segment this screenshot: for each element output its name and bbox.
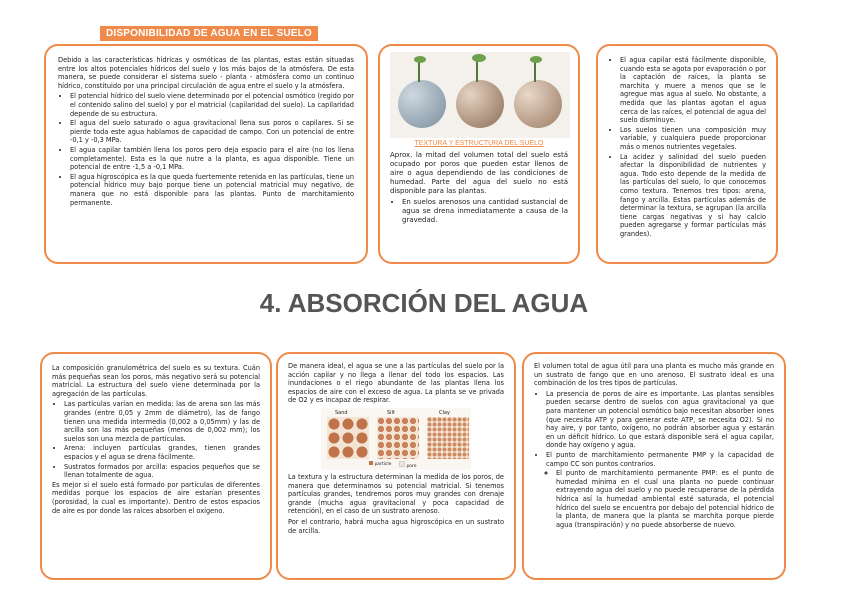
card6-list [534, 390, 774, 468]
clay-pattern [427, 417, 469, 459]
figure-label-clay: Clay [439, 409, 450, 416]
list-item: • Arena: incluyen partículas grandes, tienen grandes espacios y el agua se drena fácilmente. [64, 444, 260, 461]
page-title: 4. ABSORCIÓN DEL AGUA [259, 288, 589, 318]
list-item: • La presencia de poros de aire es importante. Las plantas sensibles pueden secarse dentro de suelos con agua gravitacional ya que para mantener un potencial osmótico bajo necesitan absorber iones (que necesita ATP y para generar este ATP, se necesita O2). Si no hay aire, y por tanto, oxígeno, no podrán absorber agua y estarán en un déficit hídrico. Lo que estará disponible será el agua capilar, donde hay oxígeno y agua. [546, 390, 774, 450]
card5-text2: La textura y la estructura determinan la medida de los poros, de manera que determinamos su potencial matricial. Si tenemos partículas grandes, tendremos poros muy grandes con drenaje grande (mucha agua gravitacional y poca capacidad de retención), en el caso de un sustrato arenoso. [288, 472, 504, 516]
legend-particle: particle [369, 461, 391, 470]
card5-text3: Por el contrario, habrá mucha agua higroscópica en un sustrato de arcilla. [288, 517, 504, 535]
soil-texture-figure [321, 408, 471, 470]
list-item: • El agua capilar está fácilmente disponible, cuando esta se agota por evaporación o por la captación de raíces, la planta se marchita y muere a menos que se le agregue mas agua al suelo. No obstante, a medida que las plantas agotan el agua cerca de las raíces, el potencial de agua del suelo disminuye. [620, 56, 766, 125]
silt-pattern [377, 417, 419, 459]
card4-outro: Es mejor si el suelo está formado por partículas de diferentes medidas porque los espacios de aire estarían presentes (porosidad, la cual es importante). Dentro de estos espacios de aire es por donde las raíces absorben el oxígeno. [52, 480, 260, 515]
leaf-icon [530, 56, 542, 63]
soil-sample-loam [456, 80, 504, 128]
soil-sample-clay [514, 80, 562, 128]
figure-label-sand: Sand [335, 409, 348, 416]
soil-sample-sand [398, 80, 446, 128]
list-item: • Los suelos tienen una composición muy variable, y cualquiera puede proporcionar más o menos nutrientes vegetales. [620, 126, 766, 152]
card4-intro: La composición granulométrica del suelo es su textura. Cuán más pequeñas sean los poros, más negativo será su potencial matricial. La estructura del suelo viene determinada por la agregación de las partículas. [52, 364, 260, 398]
card3-list [608, 56, 766, 238]
card-soil-texture [378, 44, 580, 264]
list-item: • El punto de marchitamiento permanente PMP y la capacidad de campo CC son puntos contrarios. [546, 451, 774, 468]
card4-list [52, 400, 260, 479]
card2-text: Aprox. la mitad del volumen total del suelo está ocupado por poros que pueden estar llenos de aire o agua dependiendo de las condiciones de humedad. Parte del agua del suelo no está disponible para las plantas. [390, 150, 568, 195]
list-item: • Las partículas varían en medida: las de arena son las más grandes (entre 0,05 y 2mm de diámetro), las de fango tienen una medida intermedia (0,002 a 0,05mm) y las de arcilla son las más pequeñas (menos de 0,002 mm); los suelos son una mezcla de partículas. [64, 400, 260, 443]
card-granulometry [40, 352, 272, 580]
list-item: • Sustratos formados por arcilla: espacios pequeños que se llenan totalmente de agua. [64, 463, 260, 480]
list-item: • En suelos arenosos una cantidad sustancial de agua se drena inmediatamente a causa de la gravedad. [402, 198, 568, 225]
list-item: • La acidez y salinidad del suelo pueden afectar la disponibilidad de nutrientes y agua. Todo esto depende de la medida de las partículas del suelo, lo que conocemos como textura. Tenemos tres tipos: arena, fango y arcilla. Estas partículas además de determinar la textura, se agrupan (la arcilla tiene cargas negativas y si hay calcio pueden agregarse y formar partículas más grandes). [620, 153, 766, 239]
card1-intro: Debido a las características hídricas y osmóticas de las plantas, estas están situadas entre los altos potenciales hídricos del suelo y los más bajos de la atmósfera. De esta manera, se puede considerar el sistema suelo - planta - atmósfera como un continuo hídrico, constituido por una principal circulación de agua entre el suelo y la atmósfera. [58, 56, 354, 90]
leaf-icon [414, 56, 426, 63]
sand-pattern [327, 417, 369, 459]
list-item: ◦ El punto de marchitamiento permanente PMP: es el punto de humedad mínima en el cual una planta no puede continuar extrayendo agua del suelo y no puede recuperarse de la pérdida hídrica así la humedad ambiental esté saturada, el potencial hídrico del suelo se encuentra por debajo del potencial hídrico de la planta, de manera que la planta se marchita porque pierde agua (transpiración) y no puede absorberse de nuevo. [556, 469, 774, 529]
card-water-availability [44, 44, 368, 264]
soil-plants-image [390, 52, 570, 138]
card2-subtitle: TEXTURA Y ESTRUCTURA DEL SUELO [414, 140, 544, 147]
legend-pore: pore [399, 461, 417, 472]
card-capillary-water [596, 44, 778, 264]
list-item: • El potencial hídrico del suelo viene determinado por el potencial osmótico (regido por el contenido salino del suelo) y por el matricial (capilaridad del suelo). La capilaridad depende de su estructura. [70, 92, 354, 118]
card1-list [58, 92, 354, 207]
card2-list [390, 198, 568, 225]
card6-sublist [534, 469, 774, 529]
list-item: • El agua del suelo saturado o agua gravitacional llena sus poros o capilares. Si se pierde toda este agua hablamos de capacidad de campo. Con un potencial de entre -0,1 y -0,3 MPa. [70, 119, 354, 145]
list-item: • El agua higroscópica es la que queda fuertemente retenida en las partículas, tiene un potencial hídrico muy bajo porque tiene un potencial matricial muy negativo, de manera que no está disponible para las plantas. Punto de marchitamiento permanente. [70, 173, 354, 207]
list-item: • El agua capilar también llena los poros pero deja espacio para el aire (no los llena completamente). Esta es la que nutre a la planta, es agua disponible. Tiene un potencial de entre -1,5 a -0,1 MPa. [70, 146, 354, 172]
leaf-icon [472, 54, 486, 62]
card-pores [276, 352, 516, 580]
card5-text1: De manera ideal, el agua se une a las partículas del suelo por la acción capilar y no llega a llenar del todo los espacios. Las inundaciones o el riego abundante de las plantas llena los espacios de aire con el exceso de agua. La planta se ve privada de O2 y es incapaz de respirar. [288, 362, 504, 405]
card6-intro: El volumen total de agua útil para una planta es mucho más grande en un sustrato de fango que en uno arenoso. El sustrato ideal es una combinación de los tres tipos de partículas. [534, 362, 774, 388]
figure-label-silt: Silt [387, 409, 395, 416]
section-title: DISPONIBILIDAD DE AGUA EN EL SUELO [100, 26, 318, 41]
card-useful-water [522, 352, 786, 580]
